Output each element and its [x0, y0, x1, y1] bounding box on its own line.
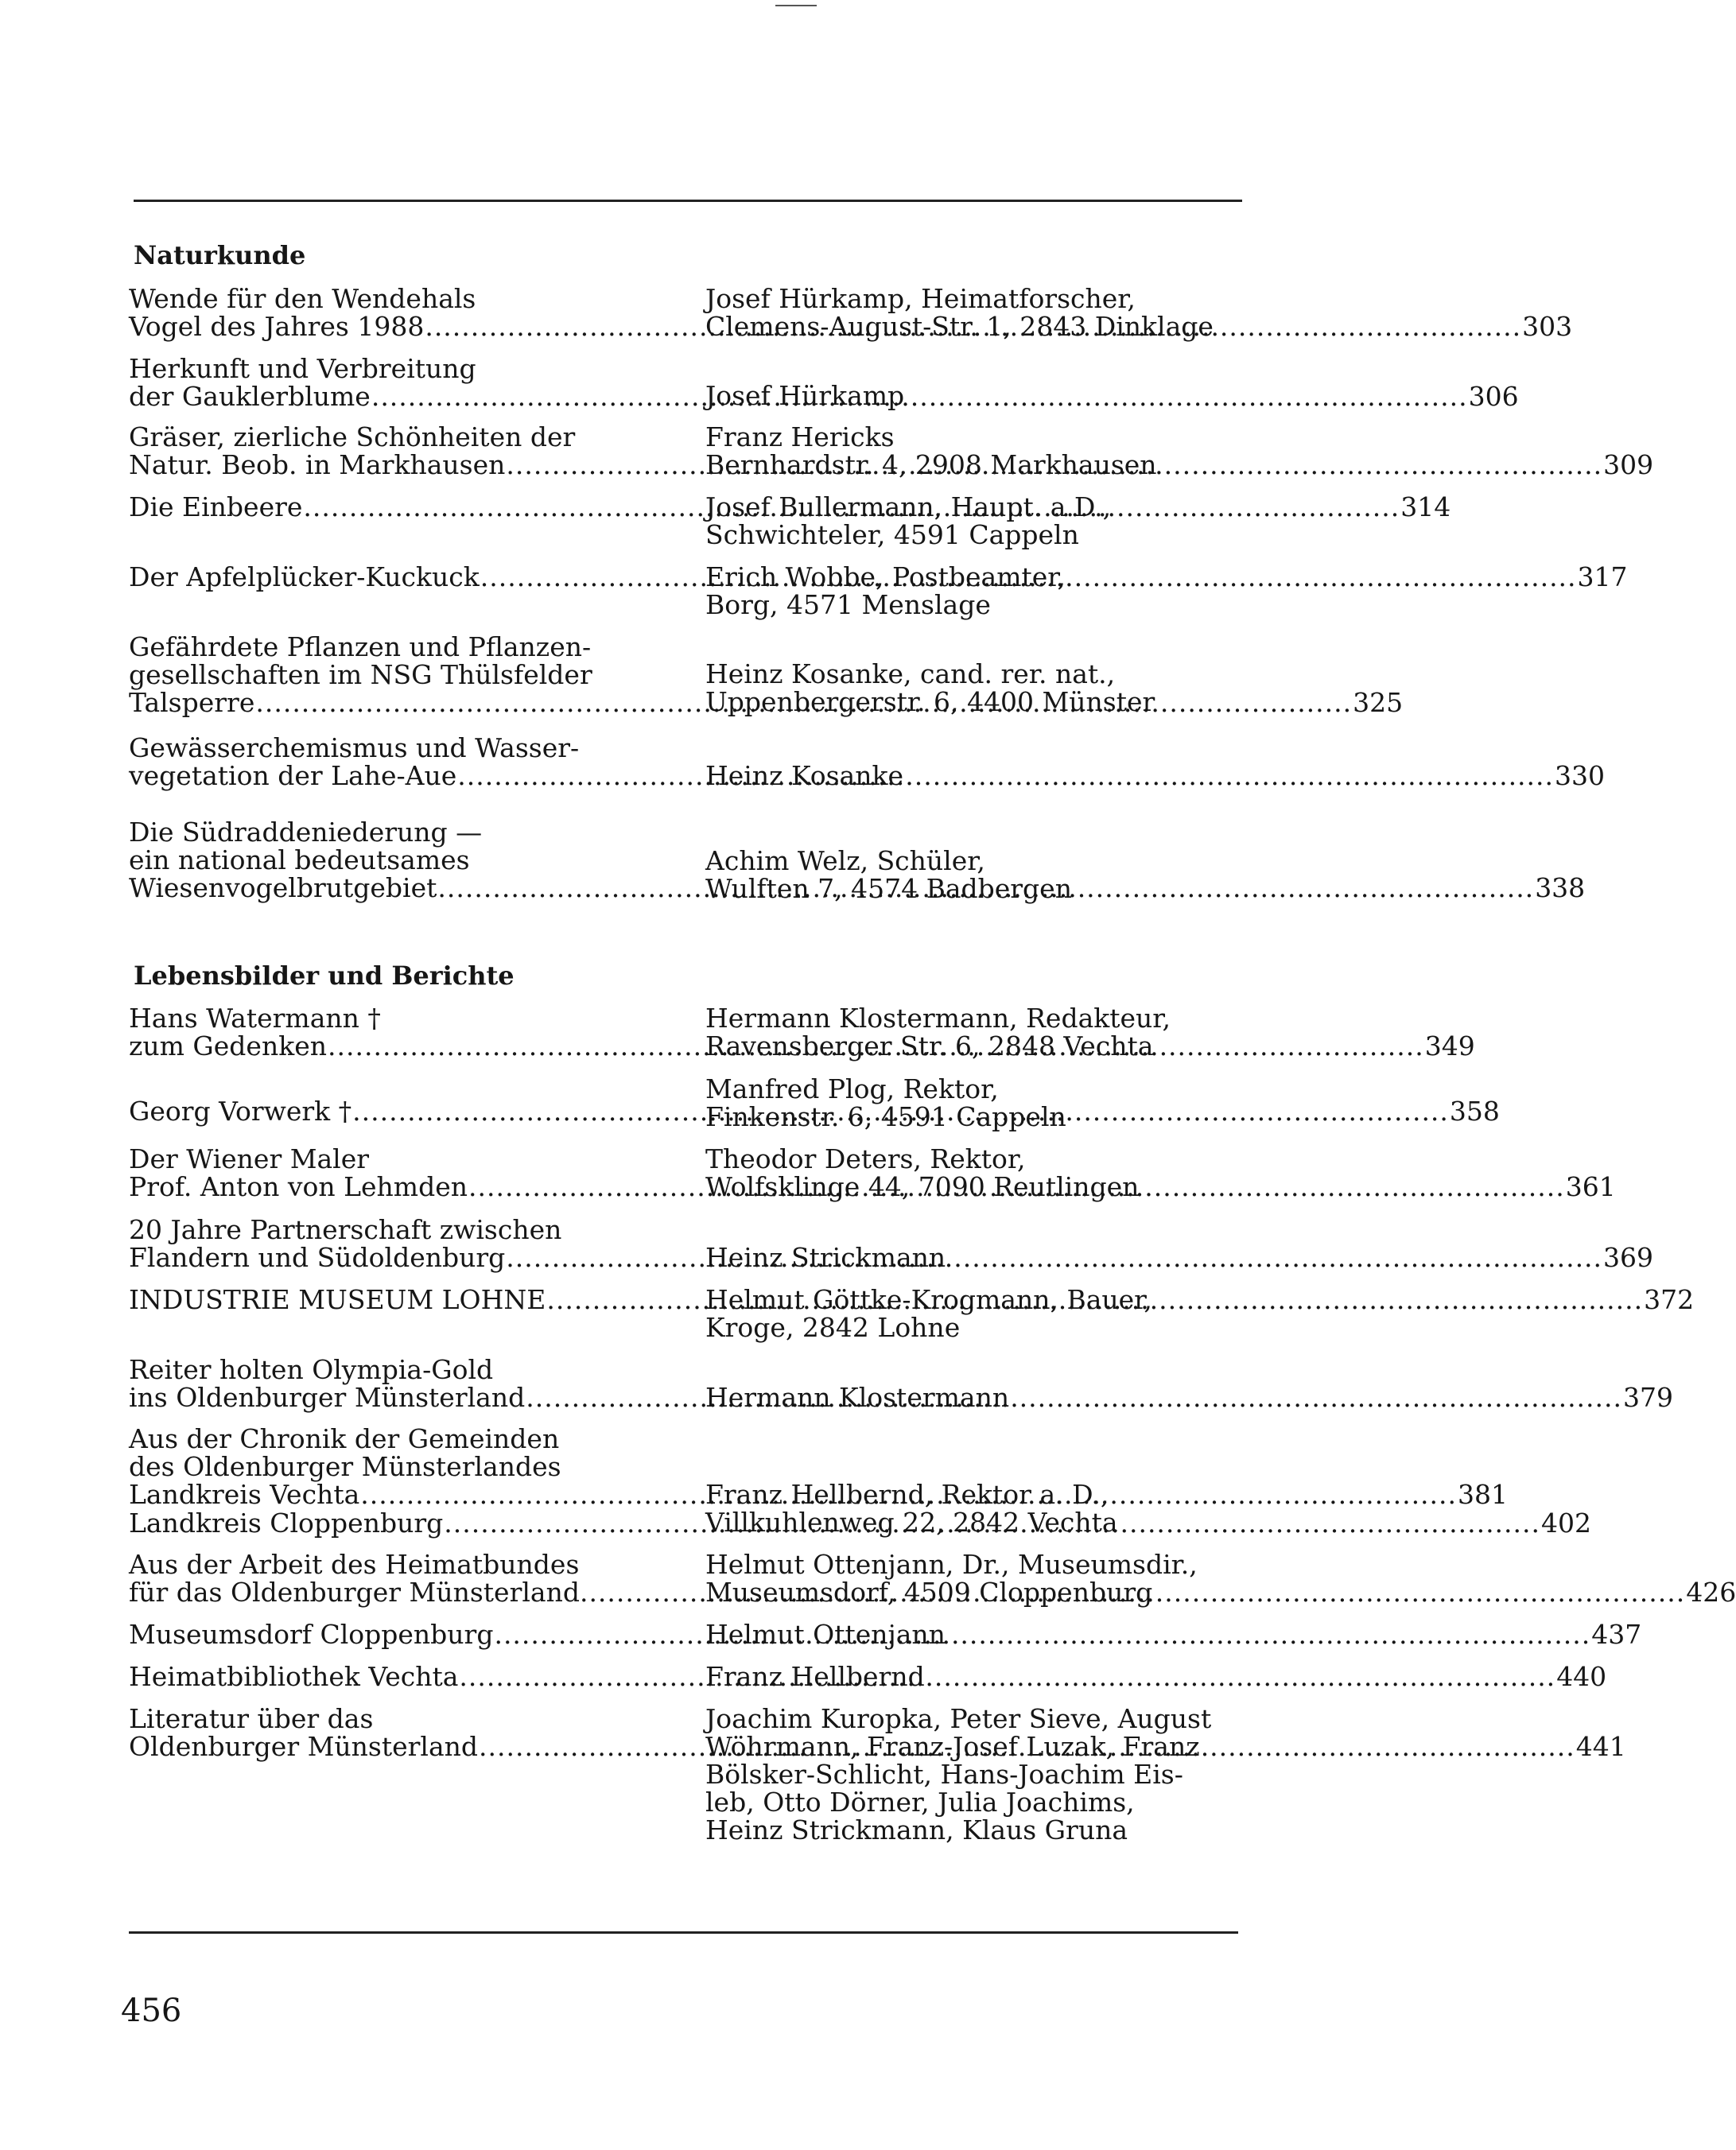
entry-author: [705, 1705, 1254, 1844]
entry-title-line: des Oldenburger Münsterlandes: [129, 1451, 561, 1482]
author-line: Theodor Deters, Rektor,: [705, 1143, 1026, 1174]
entry-title-line: 20 Jahre Partnerschaft zwischen: [129, 1214, 562, 1245]
entry-title-line: vegetation der Lahe-Aue: [129, 760, 457, 791]
entry-author: [705, 660, 1254, 716]
author-line: Helmut Ottenjann, Dr., Museumsdir.,: [705, 1549, 1198, 1580]
entry-title-line: Flandern und Südoldenburg: [129, 1242, 506, 1273]
entry-title-line: Georg Vorwerk †: [129, 1096, 352, 1127]
entry-author: [705, 285, 1254, 340]
entry-title-line: Gefährdete Pflanzen und Pflanzen-: [129, 631, 592, 662]
author-line: Josef Bullermann, Haupt. a.D.,: [705, 491, 1112, 522]
author-line: Achim Welz, Schüler,: [705, 845, 985, 876]
author-line: Manfred Plog, Rektor,: [705, 1073, 999, 1104]
entry-title-line: Die Einbeere: [129, 491, 303, 522]
entry-page-number: 402: [1541, 1508, 1592, 1539]
author-line: Helmut Göttke-Krogmann, Bauer,: [705, 1284, 1152, 1315]
author-line: Museumsdorf, 4509 Cloppenburg: [705, 1577, 1153, 1608]
author-line: Uppenbergerstr. 6, 4400 Münster: [705, 686, 1155, 717]
top-rule: [134, 200, 1242, 202]
entry-page-number: 369: [1603, 1242, 1654, 1273]
author-line: Clemens-August-Str. 1, 2843 Dinklage: [705, 311, 1214, 342]
entry-author: [705, 423, 1254, 479]
entry-title-line: zum Gedenken: [129, 1030, 327, 1061]
top-edge-mark: [775, 5, 817, 6]
author-line: Bernhardstr. 4, 2908 Markhausen: [705, 449, 1157, 480]
author-line: Heinz Kosanke, cand. rer. nat.,: [705, 658, 1116, 689]
author-line: Franz Hericks: [705, 421, 895, 452]
entry-author: [705, 1145, 1254, 1201]
author-line: Kroge, 2842 Lohne: [705, 1312, 961, 1343]
entry-title-line: Talsperre: [129, 687, 255, 718]
entry-title-line: Der Apfelplücker-Kuckuck: [129, 561, 480, 592]
entry-title-line: Prof. Anton von Lehmden: [129, 1171, 468, 1202]
entry-title-line: Gewässerchemismus und Wasser-: [129, 732, 580, 763]
entry-page-number: 306: [1468, 381, 1519, 412]
entry-author: [705, 1075, 1254, 1131]
entry-page-number: 338: [1535, 872, 1586, 903]
entry-title-line: Die Südraddeniederung —: [129, 817, 483, 848]
entry-author: [705, 1244, 1254, 1271]
entry-title-line: Aus der Chronik der Gemeinden: [129, 1423, 560, 1454]
entry-page-number: 381: [1458, 1479, 1509, 1510]
entry-title-line: Oldenburger Münsterland: [129, 1731, 478, 1762]
section-title-naturkunde: Naturkunde: [134, 240, 306, 270]
entry-author: [705, 1663, 1254, 1690]
entry-page-number: 441: [1575, 1731, 1626, 1762]
author-line: Hermann Klostermann: [705, 1382, 1010, 1413]
entry-page-number: 426: [1686, 1577, 1736, 1608]
entry-title-line: Vogel des Jahres 1988: [129, 311, 425, 342]
author-line: Schwichteler, 4591 Cappeln: [705, 519, 1079, 550]
entry-title-line: Natur. Beob. in Markhausen: [129, 449, 506, 480]
entry-title-line: Hans Watermann †: [129, 1003, 381, 1034]
entry-title-line: Wiesenvogelbrutgebiet: [129, 872, 437, 903]
entry-title-line: Landkreis Cloppenburg: [129, 1508, 444, 1539]
entry-title-line: Der Wiener Maler: [129, 1143, 370, 1174]
entry-author: [705, 1550, 1254, 1606]
entry-author: [705, 563, 1254, 619]
author-line: Heinz Strickmann: [705, 1242, 946, 1273]
author-line: Borg, 4571 Menslage: [705, 589, 991, 620]
entry-author: [705, 493, 1254, 549]
entry-title-line: ins Oldenburger Münsterland: [129, 1382, 526, 1413]
entry-page-number: 314: [1400, 491, 1451, 522]
author-line: Bölsker-Schlicht, Hans-Joachim Eis-: [705, 1759, 1183, 1790]
entry-title-line: Museumsdorf Cloppenburg: [129, 1619, 494, 1650]
author-line: Ravensberger Str. 6, 2848 Vechta: [705, 1030, 1154, 1061]
author-line: Wolfsklinge 44, 7090 Reutlingen: [705, 1171, 1140, 1202]
entry-author: [705, 1384, 1254, 1411]
author-line: Finkenstr. 6, 4591 Cappeln: [705, 1101, 1066, 1132]
entry-title-line: gesellschaften im NSG Thülsfelder: [129, 659, 592, 690]
entry-title-line: Heimatbibliothek Vechta: [129, 1661, 459, 1692]
entry-author: [705, 1004, 1254, 1060]
author-line: leb, Otto Dörner, Julia Joachims,: [705, 1787, 1135, 1818]
entry-title-line: Reiter holten Olympia-Gold: [129, 1354, 494, 1385]
entry-page-number: 317: [1577, 561, 1628, 592]
author-line: Erich Wobbe, Postbeamter,: [705, 561, 1066, 592]
entry-title-line: Gräser, zierliche Schönheiten der: [129, 421, 576, 452]
entry-author: [705, 762, 1254, 790]
author-line: Joachim Kuropka, Peter Sieve, August: [705, 1703, 1212, 1734]
entry-page-number: 325: [1353, 687, 1404, 718]
entry-author: [705, 847, 1254, 902]
entry-title-line: Wende für den Wendehals: [129, 283, 476, 314]
author-line: Franz Hellbernd: [705, 1661, 925, 1692]
author-line: Villkuhlenweg 22, 2842 Vechta: [705, 1507, 1118, 1538]
author-line: Josef Hürkamp, Heimatforscher,: [705, 283, 1136, 314]
author-line: Heinz Kosanke: [705, 760, 904, 791]
entry-page-number: 303: [1522, 311, 1573, 342]
entry-page-number: 379: [1623, 1382, 1674, 1413]
author-line: Franz Hellbernd, Rektor a. D.,: [705, 1479, 1109, 1510]
dot-leader: [444, 1508, 1540, 1539]
author-line: Wulften 7, 4574 Badbergen: [705, 873, 1072, 904]
author-line: Heinz Strickmann, Klaus Gruna: [705, 1814, 1128, 1845]
entry-author: [705, 382, 1254, 409]
entry-page-number: 437: [1591, 1619, 1642, 1650]
entry-page-number: 309: [1603, 449, 1654, 480]
entry-page-number: 440: [1556, 1661, 1607, 1692]
entry-title-line: INDUSTRIE MUSEUM LOHNE: [129, 1284, 546, 1315]
entry-title-line: der Gauklerblume: [129, 381, 371, 412]
entry-title-line: Landkreis Vechta: [129, 1479, 360, 1510]
entry-title-line: ein national bedeutsames: [129, 844, 470, 875]
entry-title-line: Aus der Arbeit des Heimatbundes: [129, 1549, 580, 1580]
page-number: 456: [121, 1993, 182, 2029]
entry-page-number: 372: [1644, 1284, 1695, 1315]
author-line: Hermann Klostermann, Redakteur,: [705, 1003, 1171, 1034]
entry-page-number: 330: [1555, 760, 1606, 791]
entry-title-line: Herkunft und Verbreitung: [129, 353, 476, 384]
entry-page-number: 349: [1424, 1030, 1475, 1061]
entry-author: [705, 1286, 1254, 1341]
section-title-lebensbilder: Lebensbilder und Berichte: [134, 961, 515, 991]
entry-title-line: für das Oldenburger Münsterland.: [129, 1577, 588, 1608]
entry-title-line: Literatur über das: [129, 1703, 374, 1734]
entry-author: [705, 1620, 1254, 1648]
bottom-rule: [129, 1931, 1238, 1934]
author-line: Wöhrmann, Franz-Josef Luzak, Franz: [705, 1731, 1200, 1762]
author-line: Helmut Ottenjann: [705, 1619, 946, 1650]
author-line: Josef Hürkamp: [705, 380, 905, 411]
entry-page-number: 361: [1565, 1171, 1616, 1202]
entry-page-number: 358: [1449, 1096, 1500, 1127]
